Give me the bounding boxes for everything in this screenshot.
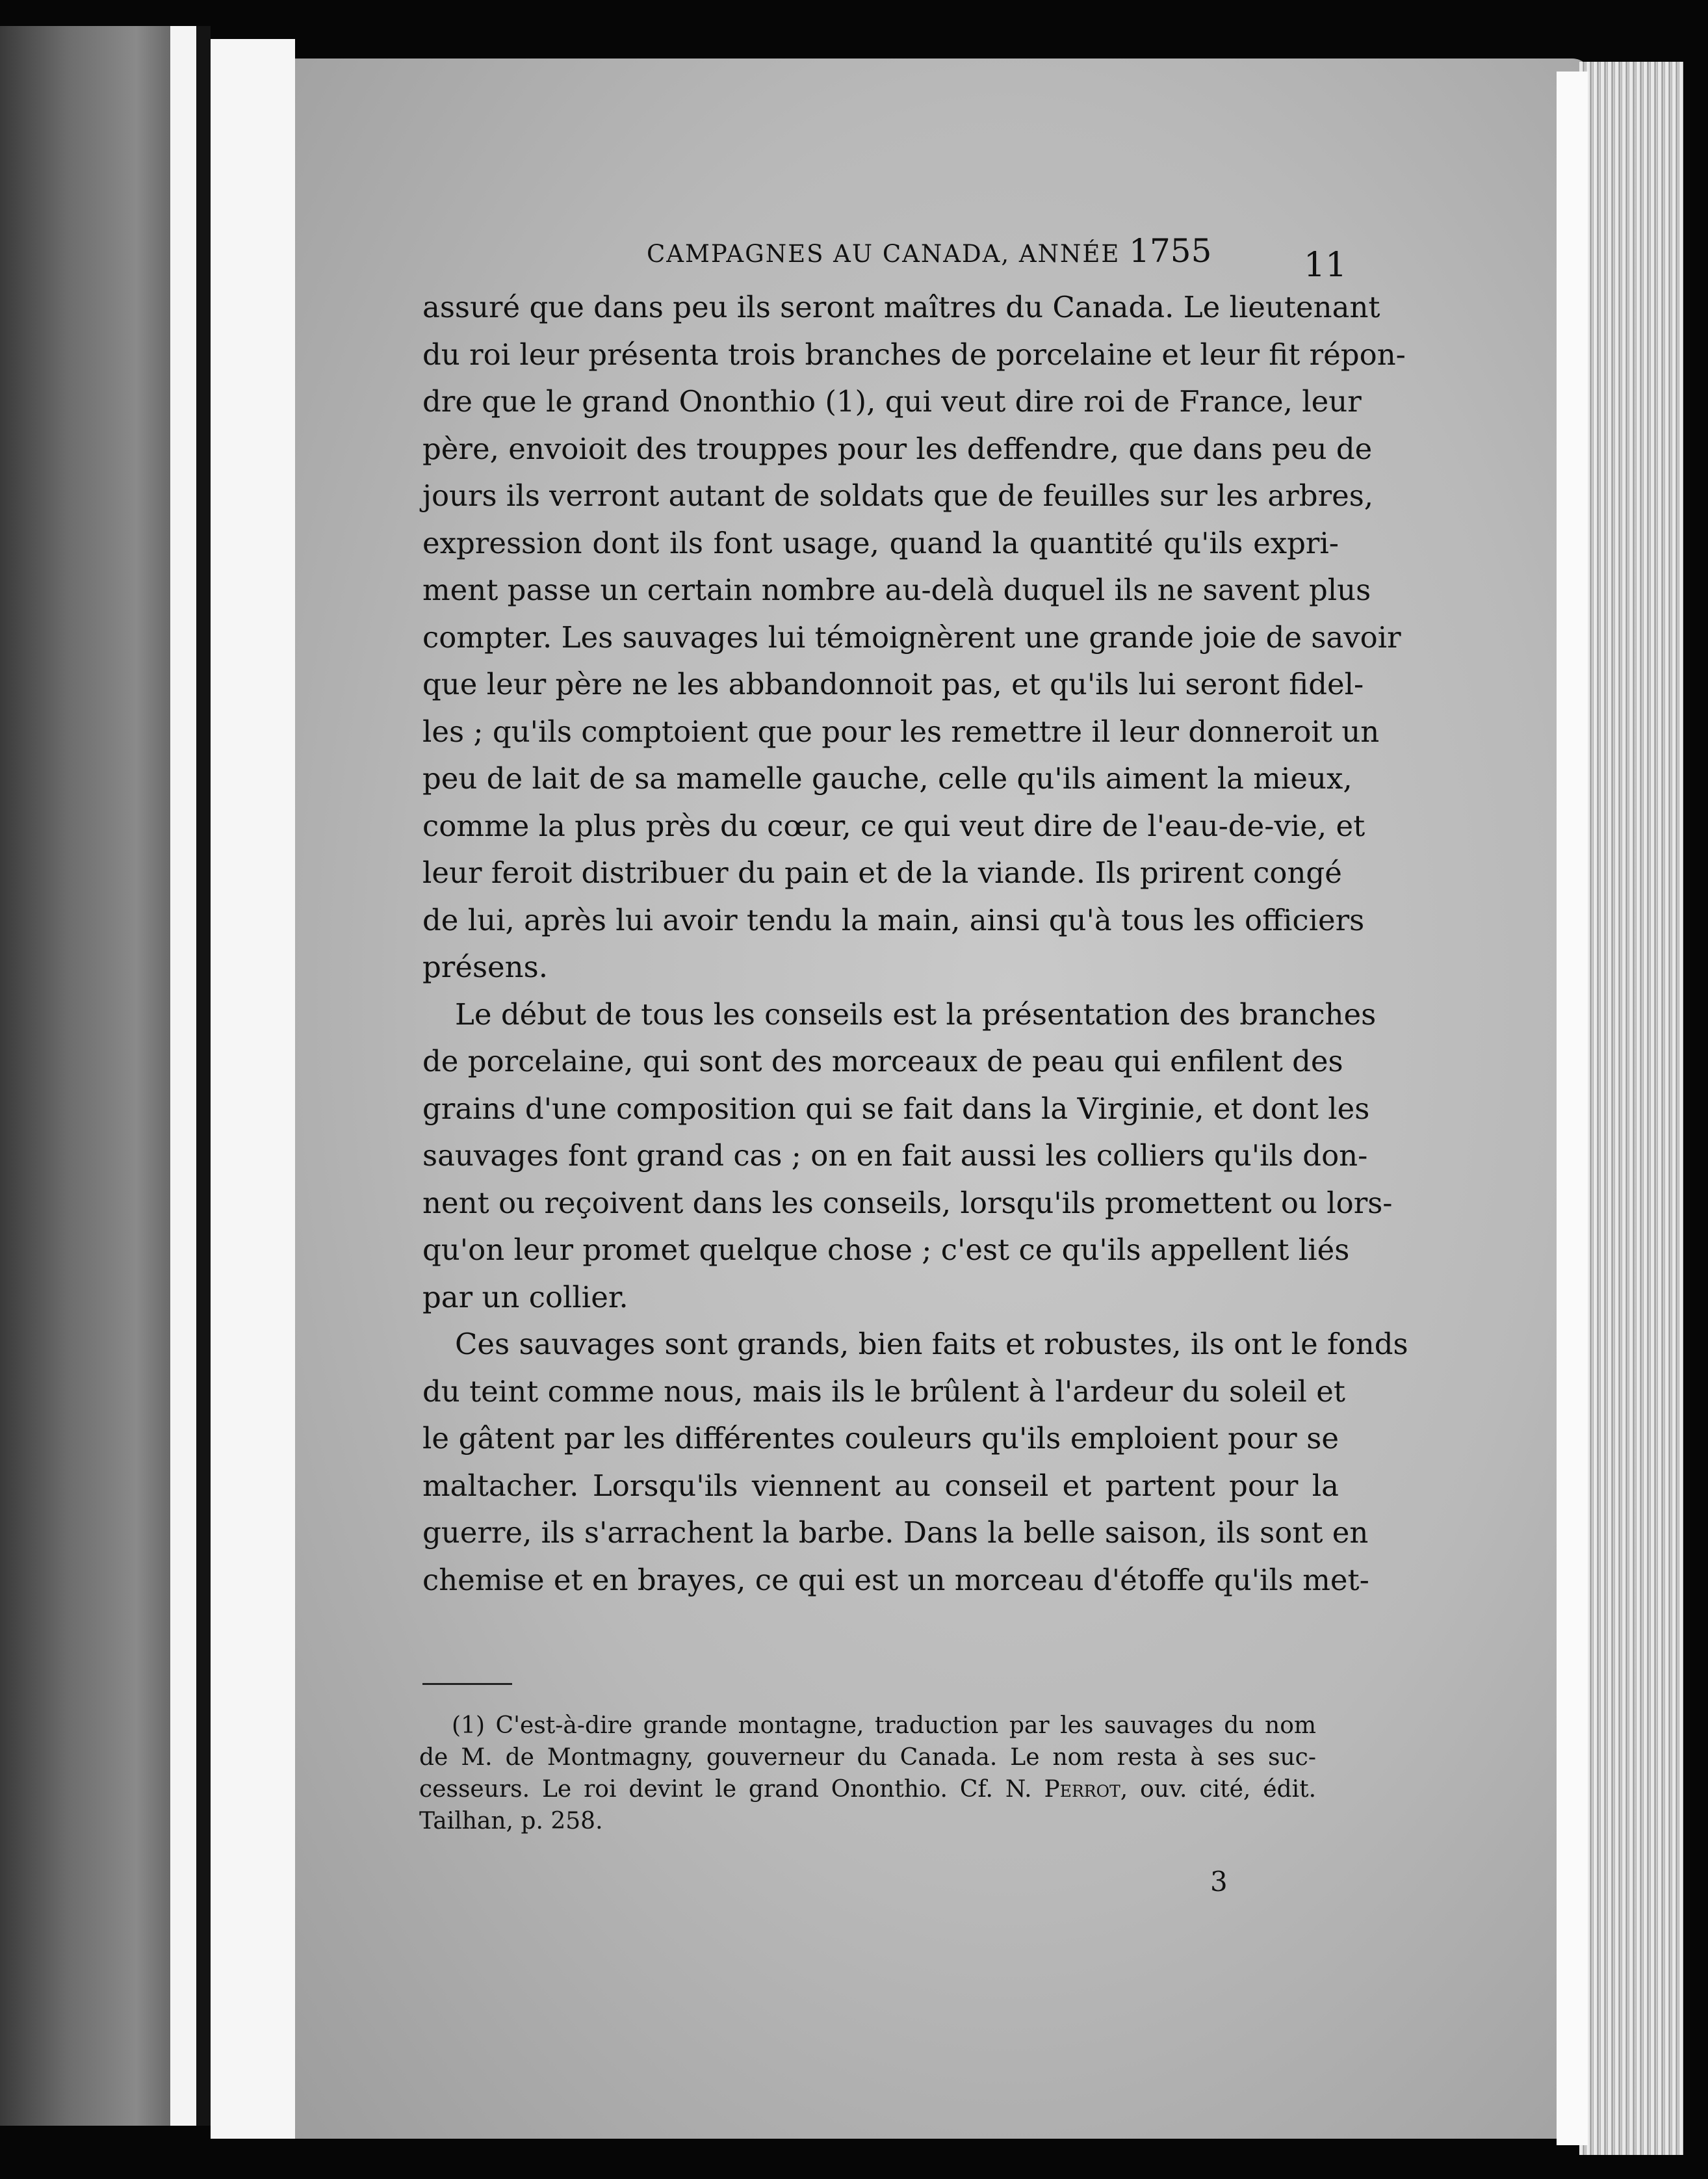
text-line: par un collier. — [422, 1279, 628, 1314]
text-line: de porcelaine, qui sont des morceaux de peau qui enfilent des — [422, 1044, 1343, 1078]
text-line: que leur père ne les abbandonnoit pas, et qu'ils lui seront fidel- — [422, 667, 1364, 701]
body-text — [422, 284, 1408, 1604]
text-line: assuré que dans peu ils seront maîtres du Canada. Le lieutenant — [422, 290, 1380, 324]
text-line: expression dont ils font usage, quand la quantité qu'ils expri- — [422, 525, 1339, 560]
footnote — [419, 1710, 1316, 1837]
paragraph-2 — [422, 991, 1393, 1322]
author-name: Perrot — [1044, 1776, 1120, 1803]
text-line: les ; qu'ils comptoient que pour les remettre il leur donneroit un — [422, 714, 1380, 749]
footnote-rule — [422, 1683, 512, 1685]
text-line: guerre, ils s'arrachent la barbe. Dans la belle saison, ils sont en — [422, 1515, 1369, 1550]
text-line: le gâtent par les différentes couleurs qu'ils emploient pour se — [422, 1421, 1339, 1455]
text-line: jours ils verront autant de soldats que de feuilles sur les arbres, — [422, 478, 1374, 513]
text-line: Le début de tous les conseils est la présentation des branches — [455, 997, 1377, 1032]
running-head-title: CAMPAGNES AU CANADA, ANNÉE — [647, 240, 1120, 268]
page-edge-highlight — [1557, 72, 1588, 2145]
paragraph-3 — [422, 1321, 1408, 1604]
page-number: 11 — [1304, 246, 1347, 285]
text-line: leur feroit distribuer du pain et de la viande. Ils prirent congé — [422, 855, 1342, 890]
text-line: du roi leur présenta trois branches de porcelaine et leur fit répon- — [422, 337, 1406, 372]
gutter-strip — [170, 26, 196, 2126]
text-line: présens. — [422, 950, 549, 984]
text-line: du teint comme nous, mais ils le brûlent à l'ardeur du soleil et — [422, 1374, 1345, 1409]
footnote-text: cesseurs. Le roi devint le grand Ononthio. Cf. N. — [419, 1776, 1032, 1803]
text-line: de lui, après lui avoir tendu la main, ainsi qu'à tous les officiers — [422, 902, 1365, 937]
signature-mark: 3 — [1210, 1866, 1228, 1898]
gutter-shadow — [196, 26, 211, 2126]
text-line: ment passe un certain nombre au-delà duquel ils ne savent plus — [422, 573, 1371, 607]
footnote-line: Tailhan, p. 258. — [419, 1808, 603, 1834]
footnote-text: , ouv. cité, édit. — [1120, 1776, 1317, 1803]
text-line: grains d'une composition qui se fait dans la Virginie, et dont les — [422, 1091, 1370, 1126]
text-line: Ces sauvages sont grands, bien faits et robustes, ils ont le fonds — [455, 1327, 1408, 1361]
running-head — [647, 232, 1336, 270]
text-line: sauvages font grand cas ; on en fait aussi les colliers qu'ils don- — [422, 1138, 1368, 1173]
facing-page-edge — [0, 26, 170, 2126]
paragraph-1 — [422, 284, 1406, 991]
text-line: père, envoioit des trouppes pour les deffendre, que dans peu de — [422, 431, 1373, 466]
running-head-year: 1755 — [1129, 232, 1212, 270]
footnote-line: de M. de Montmagny, gouverneur du Canada. Le nom resta à ses suc- — [419, 1744, 1316, 1771]
text-line: nent ou reçoivent dans les conseils, lorsqu'ils promettent ou lors- — [422, 1185, 1393, 1220]
text-line: compter. Les sauvages lui témoignèrent une grande joie de savoir — [422, 620, 1401, 655]
text-line: maltacher. Lorsqu'ils viennent au conseil et partent pour la — [422, 1468, 1339, 1503]
text-line: chemise et en brayes, ce qui est un morceau d'étoffe qu'ils met- — [422, 1562, 1369, 1597]
binding-band — [211, 39, 295, 2139]
footnote-line: (1) C'est-à-dire grande montagne, traduction par les sauvages du nom — [452, 1712, 1316, 1739]
text-line: dre que le grand Ononthio (1), qui veut dire roi de France, leur — [422, 384, 1362, 419]
text-line: qu'on leur promet quelque chose ; c'est ce qu'ils appellent liés — [422, 1233, 1350, 1267]
page-edges — [1579, 62, 1683, 2155]
text-line: peu de lait de sa mamelle gauche, celle qu'ils aiment la mieux, — [422, 761, 1352, 796]
footnote-line — [419, 1773, 1316, 1805]
text-line: comme la plus près du cœur, ce qui veut dire de l'eau-de-vie, et — [422, 808, 1365, 843]
